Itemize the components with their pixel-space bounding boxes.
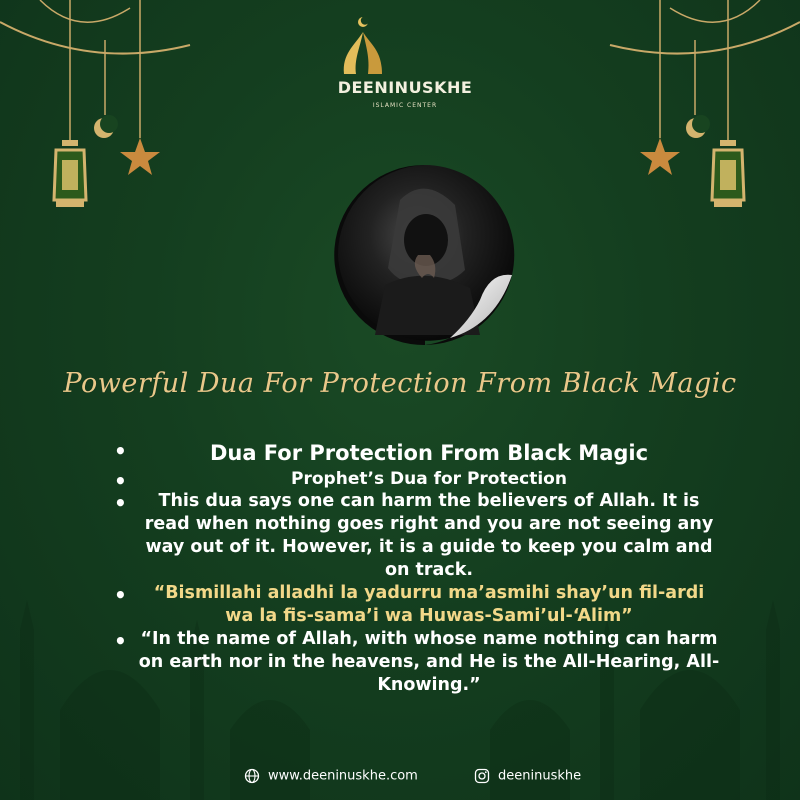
list-item	[100, 490, 720, 582]
list-item-text: This dua says one can harm the believers of Allah. It is read when nothing goes right and you are not seeing any way out of it. However, it is a guide to keep you calm and on track.	[144, 491, 714, 580]
hanging-lanterns-left	[0, 0, 200, 230]
bullet-icon: •	[114, 583, 127, 607]
lantern-icon	[54, 140, 86, 207]
list-item-transliteration	[100, 582, 720, 628]
website-text: www.deeninuskhe.com	[268, 768, 418, 784]
instagram-handle: deeninuskhe	[498, 768, 582, 784]
list-item-translation	[100, 628, 720, 697]
bullet-icon: •	[114, 629, 127, 653]
list-item-text: “In the name of Allah, with whose name nothing can harm on earth nor in the heavens, and He is the All-Hearing, All-Knowing.”	[138, 629, 720, 695]
brand-logo	[330, 14, 480, 124]
brand-name: DEENINUSKHE	[337, 78, 473, 97]
website-link[interactable]	[244, 768, 418, 784]
bullet-icon: •	[114, 469, 127, 493]
list-item-text: Dua For Protection From Black Magic	[209, 441, 649, 465]
lantern-icon	[712, 140, 744, 207]
instagram-link[interactable]	[474, 768, 581, 784]
star-icon	[640, 138, 680, 175]
page-title: Powerful Dua For Protection From Black Magic	[63, 368, 737, 399]
instagram-icon	[474, 768, 490, 784]
hanging-lanterns-right	[600, 0, 800, 230]
crescent-icon	[686, 115, 710, 138]
list-item-text: “Bismillahi alladhi la yadurru ma’asmihi shay’un fil-ardi wa la fis-sama’i wa Huwas-Sami’ul-‘Alim”	[153, 583, 705, 626]
list-item	[100, 468, 720, 493]
dua-list	[100, 438, 720, 697]
mosque-dome-logo-icon	[330, 14, 480, 78]
crescent-icon	[94, 115, 118, 138]
list-item-text: Prophet’s Dua for Protection	[291, 469, 567, 489]
brand-tagline: ISLAMIC CENTER	[372, 102, 438, 109]
globe-icon	[244, 768, 260, 784]
bullet-icon: •	[114, 439, 127, 463]
bullet-icon: •	[114, 491, 127, 515]
black-magic-photo-sticker	[330, 160, 520, 350]
list-item	[100, 438, 720, 468]
star-icon	[120, 138, 160, 175]
